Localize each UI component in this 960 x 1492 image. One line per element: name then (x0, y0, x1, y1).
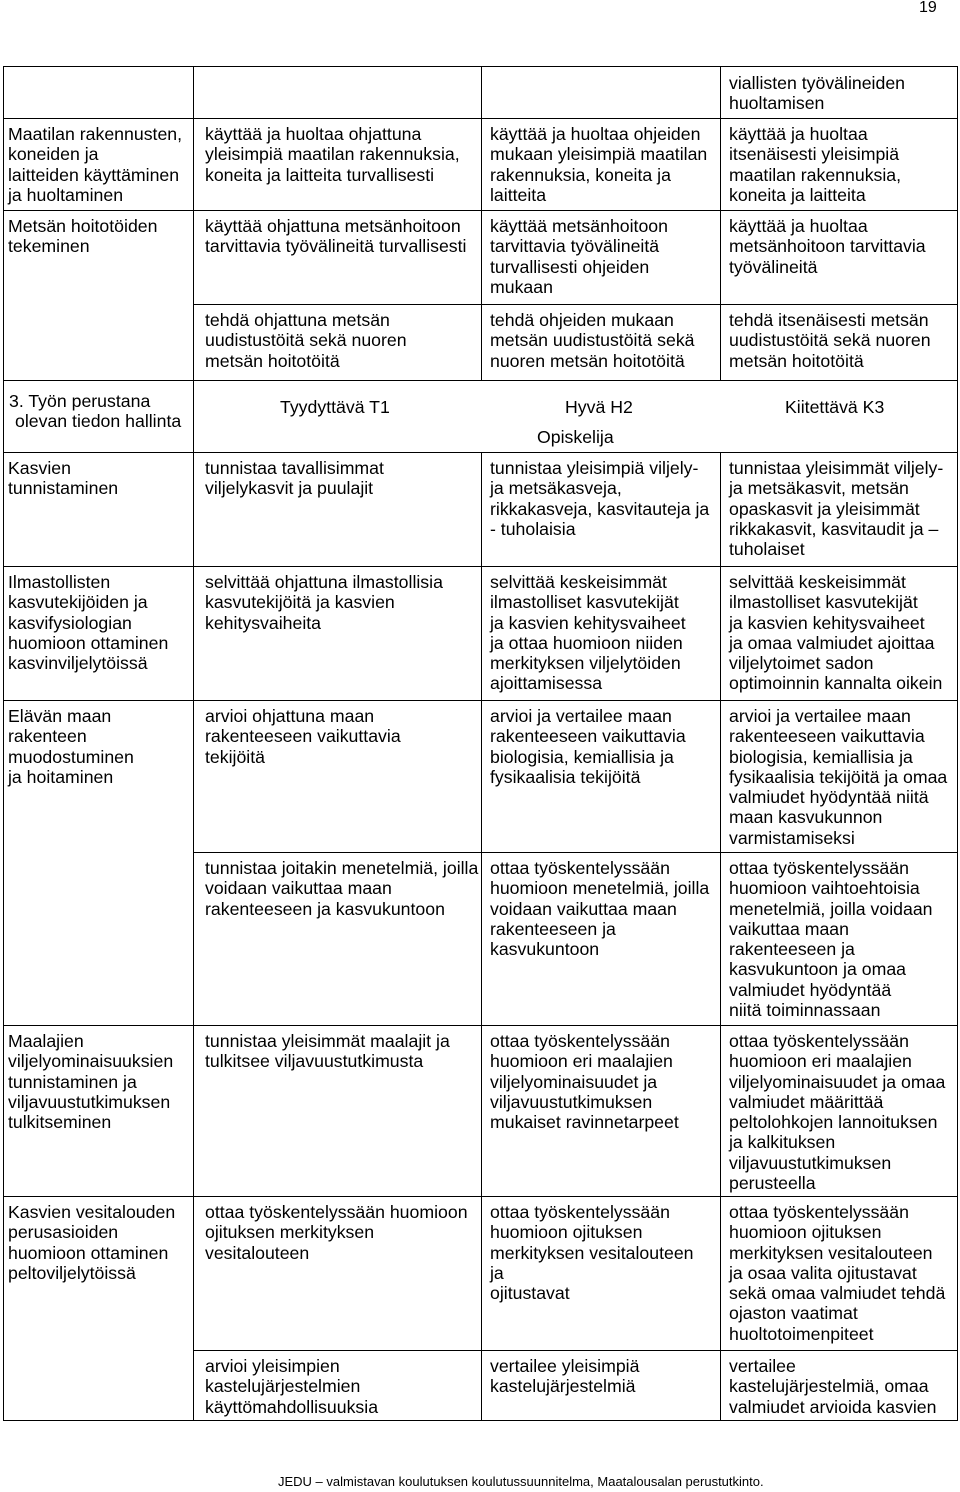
lower-row-4-h2-cell (481, 1025, 721, 1197)
upper-row-2-k3-text: käyttää ja huoltaa metsänhoitoon tarvittavia työvälineitä (729, 216, 926, 277)
upper-row-1-t1-cell (193, 118, 482, 211)
lower-row-0-target-text: Kasvien tunnistaminen (8, 458, 119, 499)
lower-row-3-k3-cell (720, 852, 958, 1026)
upper-row-0-k3-cell (720, 66, 958, 119)
lower-row-6-t1-text: arvioi yleisimpien kastelujärjestelmien käyttömahdollisuuksia (205, 1356, 379, 1417)
lower-row-5-t1-cell (193, 1196, 482, 1351)
lower-row-4-h2-text: ottaa työskentelyssään huomioon eri maalajien viljelyominaisuudet ja viljavuustutkimuksen mukaiset ravinnetarpeet (490, 1031, 679, 1133)
lower-row-4-target-text: Maalajien viljelyominaisuuksien tunnistaminen ja viljavuustutkimuksen tulkitseminen (8, 1031, 174, 1133)
upper-row-2-target-cell (3, 210, 194, 381)
lower-row-6-t1-cell (193, 1350, 482, 1421)
lower-row-1-h2-text: selvittää keskeisimmät ilmastolliset kasvutekijät ja kasvien kehitysvaiheet ja ottaa huomioon niiden merkityksen viljelytöiden ajoittamisessa (490, 572, 686, 694)
upper-row-2-t1-text: käyttää ohjattuna metsänhoitoon tarvittavia työvälineitä turvallisesti (205, 216, 467, 257)
upper-row-0-k3-text: viallisten työvälineiden huoltamisen (729, 73, 905, 114)
upper-row-1-h2-text: käyttää ja huoltaa ohjeiden mukaan yleisimpiä maatilan rakennuksia, koneita ja laitteita (490, 124, 708, 205)
lower-row-5-t1-text: ottaa työskentelyssään huomioon ojituksen merkityksen vesitalouteen (205, 1202, 468, 1263)
upper-row-3-h2-cell (481, 304, 721, 381)
upper-row-2-h2-cell (481, 210, 721, 305)
upper-row-0-h2-cell (481, 66, 721, 119)
lower-row-5-target-cell (3, 1196, 194, 1421)
upper-row-2-h2-text: käyttää metsänhoitoon tarvittavia työvälineitä turvallisesti ohjeiden mukaan (490, 216, 668, 297)
lower-row-1-t1-cell (193, 566, 482, 701)
upper-row-1-target-cell (3, 118, 194, 211)
lower-row-1-target-text: Ilmastollisten kasvutekijöiden ja kasvifysiologian huomioon ottaminen kasvinviljelytöissä (8, 572, 169, 674)
lower-row-2-t1-text: arvioi ohjattuna maan rakenteeseen vaikuttavia tekijöitä (205, 706, 401, 767)
upper-row-3-k3-text: tehdä itsenäisesti metsän uudistustöitä sekä nuoren metsän hoitotöitä (729, 310, 931, 371)
upper-row-0-t1-cell (193, 66, 482, 119)
lower-row-4-t1-text: tunnistaa yleisimmät maalajit ja tulkitsee viljavuustutkimusta (205, 1031, 450, 1072)
upper-row-0-target-cell (3, 66, 194, 119)
lower-row-5-target-text: Kasvien vesitalouden perusasioiden huomioon ottaminen peltoviljelytöissä (8, 1202, 176, 1283)
lower-row-4-k3-cell (720, 1025, 958, 1197)
lower-row-0-t1-cell (193, 452, 482, 567)
upper-row-1-k3-cell (720, 118, 958, 211)
lower-row-3-t1-cell (193, 852, 482, 1026)
upper-row-1-t1-text: käyttää ja huoltaa ohjattuna yleisimpiä maatilan rakennuksia, koneita ja laitteita turvallisesti (205, 124, 460, 185)
lower-row-0-t1-text: tunnistaa tavallisimmat viljelykasvit ja puulajit (205, 458, 384, 499)
lower-row-1-h2-cell (481, 566, 721, 701)
page-footer: JEDU – valmistavan koulutuksen koulutussuunnitelma, Maatalousalan perustutkinto. (278, 1474, 764, 1489)
upper-row-3-k3-cell (720, 304, 958, 381)
lower-row-0-h2-cell (481, 452, 721, 567)
lower-row-2-h2-cell (481, 700, 721, 853)
lower-row-2-k3-cell (720, 700, 958, 853)
upper-row-1-target-text: Maatilan rakennusten, koneiden ja laitteiden käyttäminen ja huoltaminen (8, 124, 183, 205)
grade-t1-header: Tyydyttävä T1 (280, 397, 390, 417)
section-title: 3. Työn perustana olevan tiedon hallinta (9, 391, 182, 432)
grade-h2-header: Hyvä H2 (565, 397, 633, 417)
lower-row-1-k3-cell (720, 566, 958, 701)
lower-row-0-k3-cell (720, 452, 958, 567)
lower-row-0-k3-text: tunnistaa yleisimmät viljely- ja metsäkasvit, metsän opaskasvit ja yleisimmät rikkakasvit, kasvitaudit ja – tuholaiset (729, 458, 944, 560)
lower-row-1-target-cell (3, 566, 194, 701)
page-number: 19 (919, 0, 937, 16)
upper-row-1-k3-text: käyttää ja huoltaa itsenäisesti yleisimpiä maatilan rakennuksia, koneita ja laitteita (729, 124, 902, 205)
lower-row-5-h2-cell (481, 1196, 721, 1351)
lower-row-2-target-cell (3, 700, 194, 1026)
lower-row-1-k3-text: selvittää keskeisimmät ilmastolliset kasvutekijät ja kasvien kehitysvaiheet ja omaa valmiudet ajoittaa viljelytoimet sadon optimoinnin kannalta oikein (729, 572, 943, 694)
lower-row-1-t1-text: selvittää ohjattuna ilmastollisia kasvutekijöitä ja kasvien kehitysvaiheita (205, 572, 443, 633)
student-header: Opiskelija (537, 427, 614, 447)
lower-row-4-k3-text: ottaa työskentelyssään huomioon eri maalajien viljelyominaisuudet ja omaa valmiudet määrittää peltolohkojen lannoituksen ja kalkituksen viljavuustutkimuksen perusteella (729, 1031, 946, 1194)
upper-row-2-target-text: Metsän hoitotöiden tekeminen (8, 216, 158, 257)
lower-row-3-h2-cell (481, 852, 721, 1026)
upper-row-2-k3-cell (720, 210, 958, 305)
lower-row-2-k3-text: arvioi ja vertailee maan rakenteeseen vaikuttavia biologisia, kemiallisia ja fysikaalisia tekijöitä ja omaa valmiudet hyödyntää niitä maan kasvukunnon varmistamiseksi (729, 706, 948, 848)
upper-row-3-t1-cell (193, 304, 482, 381)
lower-row-0-h2-text: tunnistaa yleisimpiä viljely- ja metsäkasveja, rikkakasveja, kasvitauteja ja - tuholaisia (490, 458, 710, 539)
upper-row-2-t1-cell (193, 210, 482, 305)
grade-k3-header: Kiitettävä K3 (785, 397, 885, 417)
lower-row-5-k3-text: ottaa työskentelyssään huomioon ojituksen merkityksen vesitalouteen ja osaa valita ojitustavat sekä omaa valmiudet tehdä ojaston vaatimat huoltotoimenpiteet (729, 1202, 946, 1344)
lower-row-3-h2-text: ottaa työskentelyssään huomioon menetelmiä, joilla voidaan vaikuttaa maan rakenteeseen ja kasvukuntoon (490, 858, 710, 960)
lower-row-2-t1-cell (193, 700, 482, 853)
lower-row-3-k3-text: ottaa työskentelyssään huomioon vaihtoehtoisia menetelmiä, joilla voidaan vaikuttaa maan rakenteeseen ja kasvukuntoon ja omaa valmiudet hyödyntää niitä toiminnassaan (729, 858, 933, 1021)
lower-row-4-t1-cell (193, 1025, 482, 1197)
lower-row-5-h2-text: ottaa työskentelyssään huomioon ojituksen merkityksen vesitalouteen ja ojitustavat (490, 1202, 694, 1304)
section-title-cell (3, 380, 194, 453)
lower-row-6-k3-cell (720, 1350, 958, 1421)
lower-row-2-target-text: Elävän maan rakenteen muodostuminen ja hoitaminen (8, 706, 134, 787)
lower-row-6-h2-cell (481, 1350, 721, 1421)
upper-row-3-t1-text: tehdä ohjattuna metsän uudistustöitä sekä nuoren metsän hoitotöitä (205, 310, 407, 371)
upper-row-1-h2-cell (481, 118, 721, 211)
lower-row-2-h2-text: arvioi ja vertailee maan rakenteeseen vaikuttavia biologisia, kemiallisia ja fysikaalisia tekijöitä (490, 706, 686, 787)
lower-row-4-target-cell (3, 1025, 194, 1197)
lower-row-0-target-cell (3, 452, 194, 567)
lower-row-3-t1-text: tunnistaa joitakin menetelmiä, joilla voidaan vaikuttaa maan rakenteeseen ja kasvukuntoon (205, 858, 479, 919)
lower-row-6-h2-text: vertailee yleisimpiä kastelujärjestelmiä (490, 1356, 640, 1397)
lower-row-5-k3-cell (720, 1196, 958, 1351)
lower-row-6-k3-text: vertailee kastelujärjestelmiä, omaa valmiudet arvioida kasvien (729, 1356, 937, 1417)
upper-row-3-h2-text: tehdä ohjeiden mukaan metsän uudistustöitä sekä nuoren metsän hoitotöitä (490, 310, 695, 371)
